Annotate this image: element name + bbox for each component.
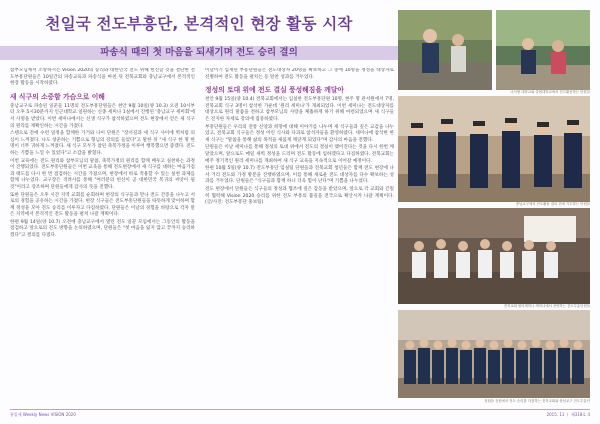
footer-page-info: 2015. 11 ㅣ 제318호 4 — [546, 412, 590, 417]
section1-paragraph: 충남교구로 파송된 일꾼들 11명의 전도부흥단원들은 천안 9월 10일(양 10.3) 오전 10시부터 오후 5시30분까지 인근대학교 일원하는 신종 세미나 1실에서 진행된 '충남교구 세미회'에서 사명을 받았다. 이번 세미나에서는 신생 식구가 참석하였으며 전도 현장에서 얻은 새 식구의 원리를 재확인하는 시간을 가졌다. — [10, 103, 195, 129]
article-header — [0, 0, 398, 66]
section1-paragraph: 또한 단원들은 오후 시간 지역 교회를 순회하며 현장의 식구들과 만나 전도 간증을 나누고 서로의 경험을 공유하는 시간을 가졌다. 현장 식구들은 전도부흥단원들을 따뜻하게 맞이하며 함께 정성을 모아 전도 승리를 이루자고 다짐하였다. 단원들은 이날의 경험을 바탕으로 각자 맡은 지역에서 본격적인 전도 활동을 펼쳐 나갈 계획이다. — [10, 192, 195, 218]
middle-text-column — [205, 68, 394, 408]
section2-heading: 정성의 토대 위에 전도 결실 풍성해짐을 깨달아 — [205, 86, 344, 95]
photo-prayer-group — [398, 96, 590, 202]
footer-divider — [10, 409, 590, 410]
photo-caption: 나사랑 대학교와 중원대학교에서 전도활동하는 단원들 — [510, 90, 590, 94]
intro-paragraph: 참부모님께서 소망하시는 Vision 2020의 승리와 대한민국 전도 위해 헌신할 것을 결단한 전도부흥단원들은 10일간의 파송교육과 파송식을 마친 뒤 전북교회와 충남교구에서 본격적인 현장 활동을 시작하였다. — [10, 68, 195, 87]
section2-paragraph: 한편 10월 5일(양 10.7) 전도부흥단 임실팀 단원들과 전북교회 청년들은 함께 전도 현장에 나서 거리 전도와 가정 방문을 진행하였으며, 이를 통해 새로운 전도 대상자를 다수 확보하는 성과를 거두었다. 단원들은 "식구들과 함께 하니 더욱 힘이 난다"며 기쁨을 나누었다. — [205, 166, 394, 185]
section1-paragraph: 이번 교육에는 전도 원리와 참부모님의 말씀, 축복가정의 원리를 함께 배우고 실천하는 과정이 진행되었다. 전도부흥단원들은 이번 교육을 통해 전도현장에서 새 식구를 대하는 마음가짐과 태도를 다시 한 번 점검하는 시간을 가졌으며, 현장에서 바로 적용할 수 있는 실천 과제를 함께 나누었다. 교구장은 격려사를 통해 "여러분의 헌신이 곧 대한민국 복귀의 씨앗이 될 것"이라고 강조하며 단원들에게 감사의 뜻을 전했다. — [10, 158, 195, 190]
section1-paragraph: 한편 9월 14일(양 10.7) 오전에 충남교구에서 열린 전도 일꾼 모임에서는 그동안의 활동을 점검하고 앞으로의 전도 방향을 논의하였으며, 단원들은 "첫 마음을 잃지 않고 끝까지 승리하겠다"고 결의를 다졌다. — [10, 219, 195, 239]
section2-paragraph: 부흥단원들은 우리의 전통 신앙과 희망에 대해 이야기를 나누며 새 식구들과 깊은 교감을 나누었고, 전북교회 식구들은 정성 어린 식사와 다과로 참석자들을 환영하였다. 세미나에 참석한 한 새 식구는 "말씀을 통해 삶의 목적을 새롭게 깨닫게 되었다"며 감사의 마음을 전했다. — [205, 124, 394, 143]
section2-intro-paragraph: 이날이기 입재된 부흥단원들은 전도대상자 20명을 확보하고 그 중에 10명을 정성을 대상자로 선별하여 전도 활동을 펼치는 등 알찬 성과를 거두었다. — [205, 68, 394, 80]
left-text-column — [10, 68, 195, 408]
section2-paragraph: 단원들은 이날 세미나를 통해 정성의 토대 위에서 전도의 결실이 맺어진다는 것을 다시 한번 깨달았으며, 앞으로도 매일 새벽 정성을 드리며 전도 활동에 임하겠다고 다짐하였다. 전북교회는 매주 정기적인 원리 세미나를 개최하여 새 식구 교육을 지속적으로 이어갈 예정이다. — [205, 145, 394, 164]
photo-caption: 전북교회 원리세미나 세미나에서 찬양하는 전도부흥단원들 — [503, 304, 590, 308]
article-subtitle: 파송식 때의 첫 마음을 되새기며 전도 승리 결의 — [100, 47, 298, 58]
footer-publication: 통일세 Weekly News VISION 2020 — [10, 412, 76, 417]
photo-caption: 충남교구에서 전도활동 결의 전에 기도하는 단원들 — [515, 202, 590, 206]
photo-street-campaign — [398, 10, 590, 90]
section2-paragraph: 전도 현장에서 단원들은 식구들의 정성과 협조에 깊은 감동을 받았으며, 앞으로 각 교회와 긴밀히 협력해 Vision 2020 승리를 위한 전도 부흥의 불길을 전국으로 확산시켜 나갈 계획이다. (글/사진: 전도부흥단 홍보팀) — [205, 186, 394, 206]
section2-paragraph: 천안 9월 15일(양 10.4) 전북교회에서는 입실한 전도부흥단원 10명, 현주 명 관서원에서 7명, 전북교회 식구 3명이 참석한 가운데 '원리 세미나'가 개최되었다. 이번 세미나는 전도대상자를 대상으로 원리 말씀을 전하고 참부모님의 사랑을 체휼하게 하기 위해 마련되었으며 새 식구들은 진지한 자세로 강의에 집중하였다. — [205, 97, 394, 122]
photo-caption: 천원을 전원에서 전도 승리를 다짐하는 전북교회와 충남교구 전도부흥단 — [484, 399, 590, 403]
section1-paragraph: 스텐으로 전에 수련 일정을 함께한 가거와 나이 단원은 "장서길과 새 식구 사이에 벽처럼 의심이 느껴졌다. 나도 창꾼하는 기쁨으로 형님의 강의를 들었다"고 말한 뒤 "새 식구 한 명 한 명이 너무 귀하게 느껴졌다. 새 식구 모두가 참된 축복가정을 이루어 행복했으면 좋겠다. 전도하는 기쁨을 느낄 수 있었다"고 소감을 밝혔다. — [10, 131, 195, 156]
photo-seminar — [398, 208, 590, 304]
article-title: 천일국 전도부흥단, 본격적인 현장 활동 시작 — [45, 15, 353, 33]
section1-heading: 새 식구의 소중함 가슴으로 이해 — [10, 92, 105, 101]
photo-group — [398, 310, 590, 398]
